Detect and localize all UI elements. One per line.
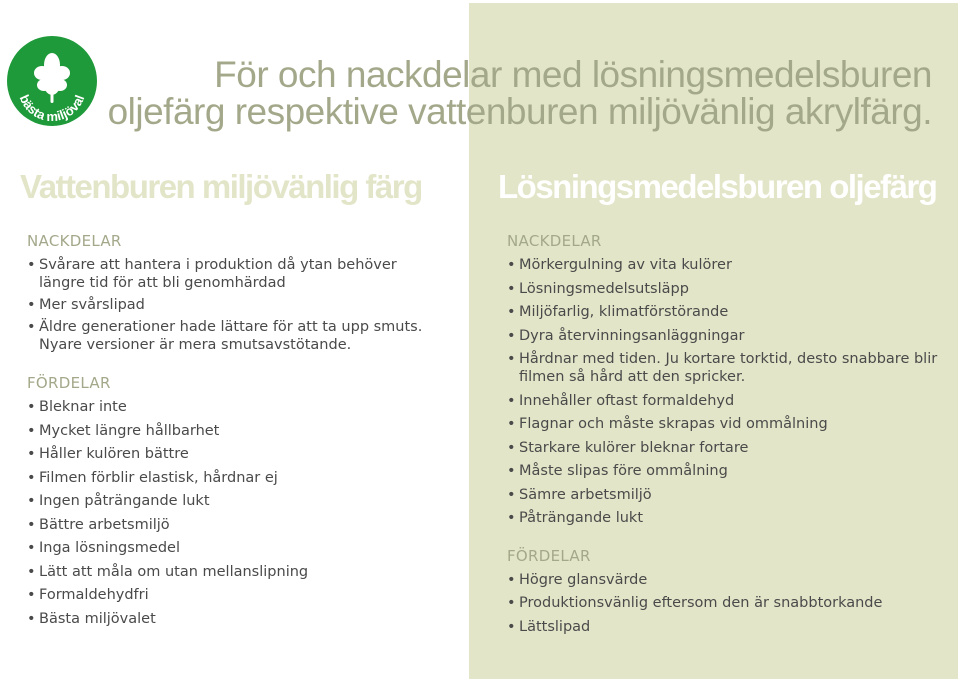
right-heading: Lösningsmedelsburen oljefärg (498, 168, 937, 205)
list-item: • Högre glansvärde (507, 571, 947, 589)
list-item: • Starkare kulörer bleknar fortare (507, 439, 947, 457)
list-item: • Lösningsmedelsutsläpp (507, 280, 947, 298)
list-item: • Mörkergulning av vita kulörer (507, 256, 947, 274)
list-item: • Ingen påträngande lukt (27, 492, 447, 510)
left-pros-title: FÖRDELAR (27, 374, 111, 392)
right-pros-list (507, 571, 947, 636)
page-title (108, 56, 932, 130)
left-column (27, 232, 447, 633)
list-item: • Sämre arbetsmiljö (507, 486, 947, 504)
right-pros-title: FÖRDELAR (507, 546, 591, 565)
list-item: • Bättre arbetsmiljö (27, 516, 447, 534)
list-item: • Mer svårslipad (27, 296, 447, 314)
list-item: • Flagnar och måste skrapas vid ommålning (507, 415, 947, 433)
right-column (507, 232, 947, 641)
left-pros-list (27, 398, 447, 628)
list-item: • Bästa miljövalet (27, 610, 447, 628)
left-cons-list (27, 256, 447, 354)
basta-miljoval-logo (6, 35, 98, 127)
title-line-1: För och nackdelar med lösningsmedelsburen (214, 54, 932, 95)
list-item: • Bleknar inte (27, 398, 447, 416)
list-item: • Produktionsvänlig eftersom den är snabbtorkande (507, 594, 947, 612)
right-cons-list (507, 256, 947, 527)
list-item: • Inga lösningsmedel (27, 539, 447, 557)
list-item: • Innehåller oftast formaldehyd (507, 392, 947, 410)
left-heading: Vattenburen miljövänlig färg (20, 168, 422, 205)
list-item: • Miljöfarlig, klimatförstörande (507, 303, 947, 321)
list-item: • Mycket längre hållbarhet (27, 422, 447, 440)
list-item: • Formaldehydfri (27, 586, 447, 604)
list-item: • Håller kulören bättre (27, 445, 447, 463)
logo-text: bästa miljöval (16, 92, 88, 125)
left-cons-title: NACKDELAR (27, 232, 122, 250)
list-item: • Hårdnar med tiden. Ju kortare torktid, desto snabbare blir filmen så hård att den spricker. (507, 350, 947, 386)
list-item: • Äldre generationer hade lättare för att ta upp smuts. Nyare versioner är mera smutsavstötande. (27, 318, 447, 354)
list-item: • Lättslipad (507, 618, 947, 636)
right-cons-title: NACKDELAR (507, 232, 602, 250)
list-item: • Lätt att måla om utan mellanslipning (27, 563, 447, 581)
list-item: • Måste slipas före ommålning (507, 462, 947, 480)
title-line-2: oljefärg respektive vattenburen miljövänlig akrylfärg. (107, 91, 932, 132)
list-item: • Dyra återvinningsanläggningar (507, 327, 947, 345)
list-item: • Svårare att hantera i produktion då ytan behöver längre tid för att bli genomhärdad (27, 256, 447, 292)
list-item: • Filmen förblir elastisk, hårdnar ej (27, 469, 447, 487)
list-item: • Påträngande lukt (507, 509, 947, 527)
